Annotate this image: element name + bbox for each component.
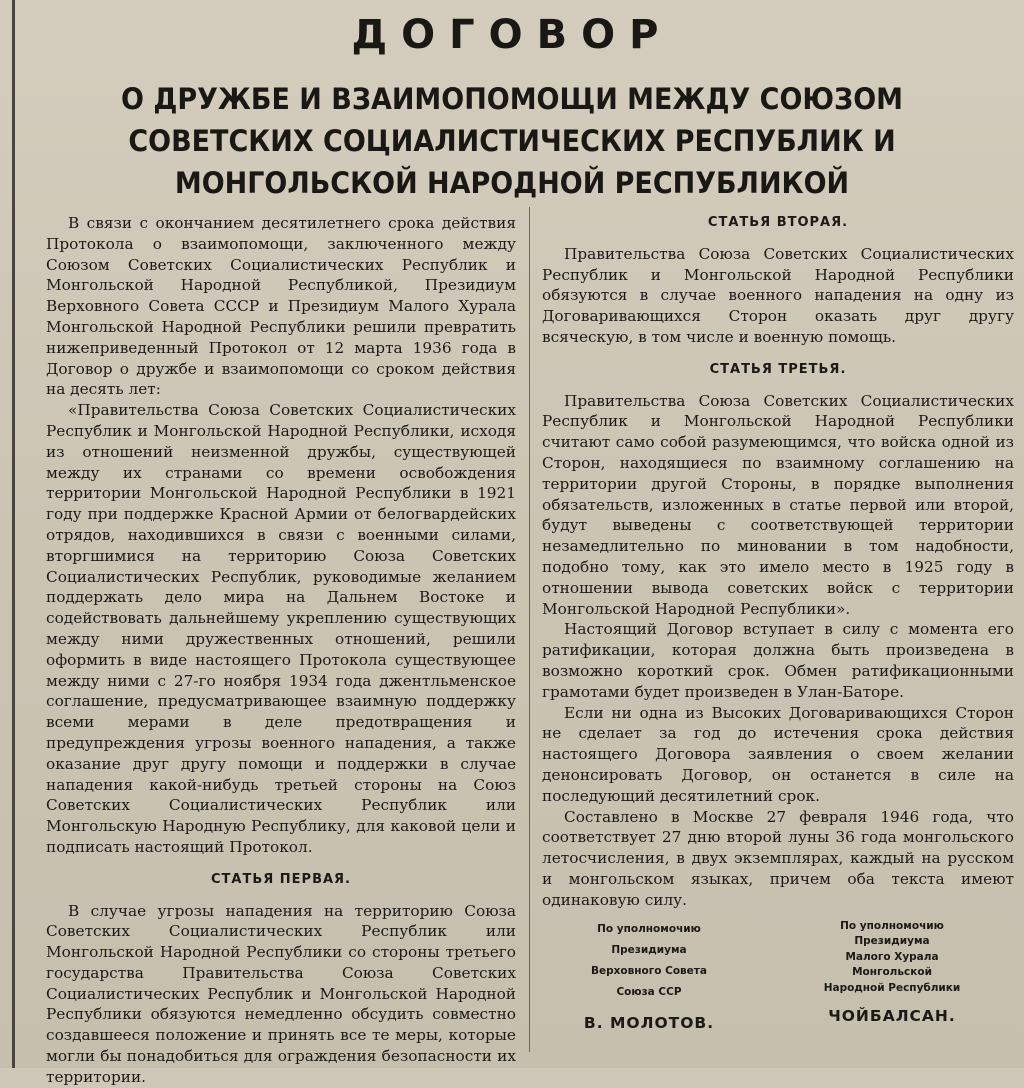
signature-ussr-name: В. МОЛОТОВ.	[583, 1013, 715, 1032]
article-3-heading: СТАТЬЯ ТРЕТЬЯ.	[709, 361, 847, 377]
preamble-paragraph: В связи с окончанием десятилетнего срока действия Протокола о взаимопомощи, заключенного между Союзом Советских Социалистических Республик и Монгольской Народной Республикой, Президиум Верховного Совета СССР и Президиум Малого Хурала Монгольской Народной Республики решили превратить нижеприведенный Протокол от 12 марта 1936 года в Договор о дружбе и взаимопомощи со сроком действия на десять лет:	[46, 214, 516, 399]
column-divider	[529, 207, 530, 1052]
article-1-text: В случае угрозы нападения на территорию Союза Советских Социалистических Республик или Монгольской Народной Республики со стороны третьего государства Правительства Союза Советских Социалистических Республик и Монгольской Народной Республики обязуются немедленно обсудить совместно создавшееся положение и принять все те меры, которые могли бы понадобиться для ограждения безопасности их территории.	[46, 901, 516, 1086]
document-title: ДОГОВОР	[351, 12, 673, 58]
signature-mongolia-authority: По уполномочию Президиума Малого Хурала Монгольской Народной Республики	[823, 919, 961, 994]
document-subtitle: О ДРУЖБЕ И ВЗАИМОПОМОЩИ МЕЖДУ СОЮЗОМ СОВЕТСКИХ СОЦИАЛИСТИЧЕСКИХ РЕСПУБЛИК И МОНГОЛЬСКОЙ НАРОДНОЙ РЕСПУБЛИКОЙ	[121, 82, 903, 200]
signature-ussr-authority: По уполномочию Президиума Верховного Совета Союза ССР	[591, 922, 707, 998]
article-3-text: Правительства Союза Советских Социалистических Республик и Монгольской Народной Республики считают само собой разумеющимся, что войска одной из Сторон, находящиеся по взаимному соглашению на территории другой Стороны, в порядке выполнения обязательств, изложенных в статье первой или второй, будут выведены с соответствующей территории незамедлительно по миновании в том надобности, подобно тому, как это имело место в 1925 году в отношении вывода советских войск с территории Монгольской Народной Республики».	[542, 391, 1014, 618]
ratification-paragraph: Настоящий Договор вступает в силу с момента его ратификации, которая должна быть произведена в возможно короткий срок. Обмен ратификационными грамотами будет произведен в Улан-Баторе.	[542, 620, 1014, 701]
left-column	[46, 213, 516, 1088]
place-date-paragraph: Составлено в Москве 27 февраля 1946 года, что соответствует 27 дню второй луны 36 года монгольского летосчисления, в двух экземплярах, каждый на русском и монгольском языках, причем оба текста имеют одинаковую силу.	[542, 807, 1014, 909]
protocol-quote-paragraph: «Правительства Союза Советских Социалистических Республик и Монгольской Народной Республики, исходя из отношений неизменной дружбы, существующей между их странами со времени освобождения территории Монгольской Народной Республики в 1921 году при поддержке Красной Армии от белогвардейских отрядов, находившихся в связи с военными силами, вторгшимися на территорию Союза Советских Социалистических Республик, руководимые желанием поддержать дело мира на Дальнем Востоке и содействовать дальнейшему укреплению существующих между ними дружественных отношений, решили оформить в виде настоящего Протокола существующее между ними с 27-го ноября 1934 года джентльменское соглашение, предусматривающее взаимную поддержку всеми мерами в деле предотвращения и предупреждения угрозы военного нападения, а также оказание друг другу помощи и поддержки в случае нападения какой-нибудь третьей стороны на Союз Советских Социалистических Республик или Монгольскую Народную Республику, для каковой цели и подписать настоящий Протокол.	[46, 401, 516, 856]
article-2-text: Правительства Союза Советских Социалистических Республик и Монгольской Народной Республики обязуются в случае военного нападения на одну из Договаривающихся Сторон оказать друг другу всяческую, в том числе и военную помощь.	[542, 244, 1014, 346]
signature-mongolia-name: ЧОЙБАЛСАН.	[828, 1007, 956, 1025]
page-edge-rule	[12, 0, 15, 1068]
article-1-heading: СТАТЬЯ ПЕРВАЯ.	[211, 871, 351, 887]
article-2-heading: СТАТЬЯ ВТОРАЯ.	[707, 215, 849, 230]
extension-paragraph: Если ни одна из Высоких Договаривающихся Сторон не сделает за год до истечения срока действия настоящего Договора заявления о своем желании денонсировать Договор, он останется в силе на последующий десятилетний срок.	[542, 703, 1014, 805]
signature-ussr	[544, 919, 754, 1034]
signature-mongolia	[787, 919, 997, 1028]
signatures-block	[542, 919, 1014, 1032]
right-column	[542, 213, 1014, 1032]
